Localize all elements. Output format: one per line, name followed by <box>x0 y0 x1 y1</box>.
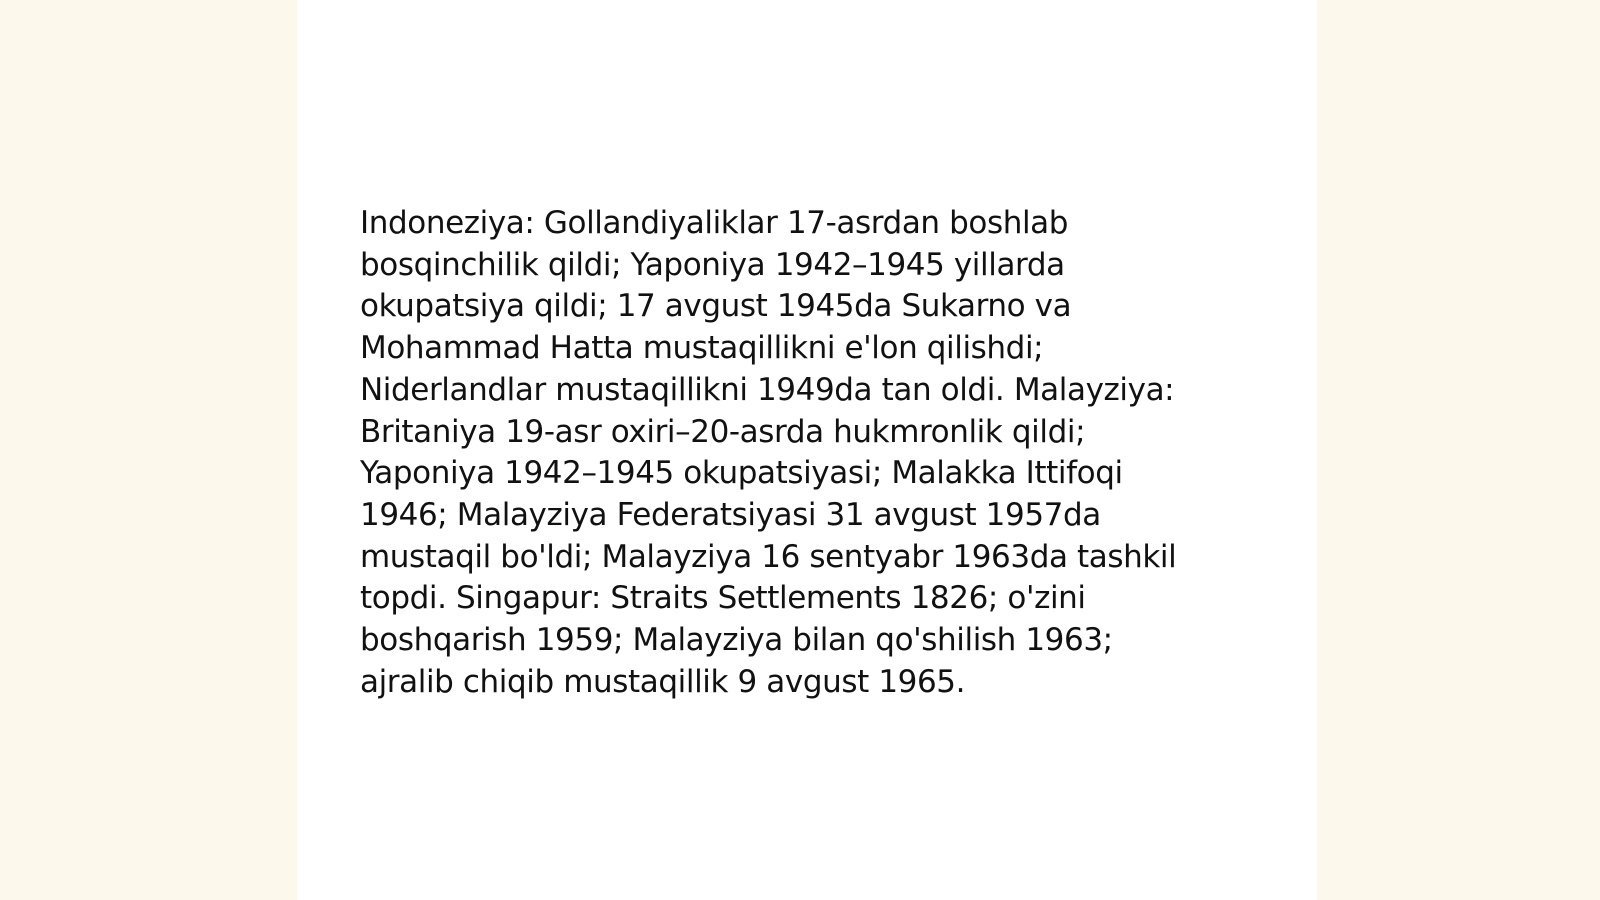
paragraph-line: bosqinchilik qildi; Yaponiya 1942–1945 yillarda <box>360 246 1065 283</box>
paragraph-line: Britaniya 19-asr oxiri–20-asrda hukmronlik qildi; <box>360 413 1086 450</box>
paragraph-line: mustaqil bo'ldi; Malayziya 16 sentyabr 1963da tashkil <box>360 538 1177 575</box>
paragraph-line: Indoneziya: Gollandiyaliklar 17-asrdan boshlab <box>360 205 1069 241</box>
paragraph-line: topdi. Singapur: Straits Settlements 1826; o'zini <box>360 580 1086 617</box>
paragraph-line: Mohammad Hatta mustaqillikni e'lon qilishdi; <box>360 330 1044 367</box>
paragraph-line: Yaponiya 1942–1945 okupatsiyasi; Malakka Ittifoqi <box>360 455 1123 492</box>
body-paragraph <box>360 203 1250 703</box>
paragraph-line: ajralib chiqib mustaqillik 9 avgust 1965. <box>360 663 966 700</box>
paragraph-line: 1946; Malayziya Federatsiyasi 31 avgust 1957da <box>360 496 1101 533</box>
paragraph-line: Niderlandlar mustaqillikni 1949da tan oldi. Malayziya: <box>360 371 1175 408</box>
document-page <box>297 0 1317 900</box>
paragraph-line: boshqarish 1959; Malayziya bilan qo'shilish 1963; <box>360 622 1113 659</box>
paragraph-line: okupatsiya qildi; 17 avgust 1945da Sukarno va <box>360 288 1072 325</box>
